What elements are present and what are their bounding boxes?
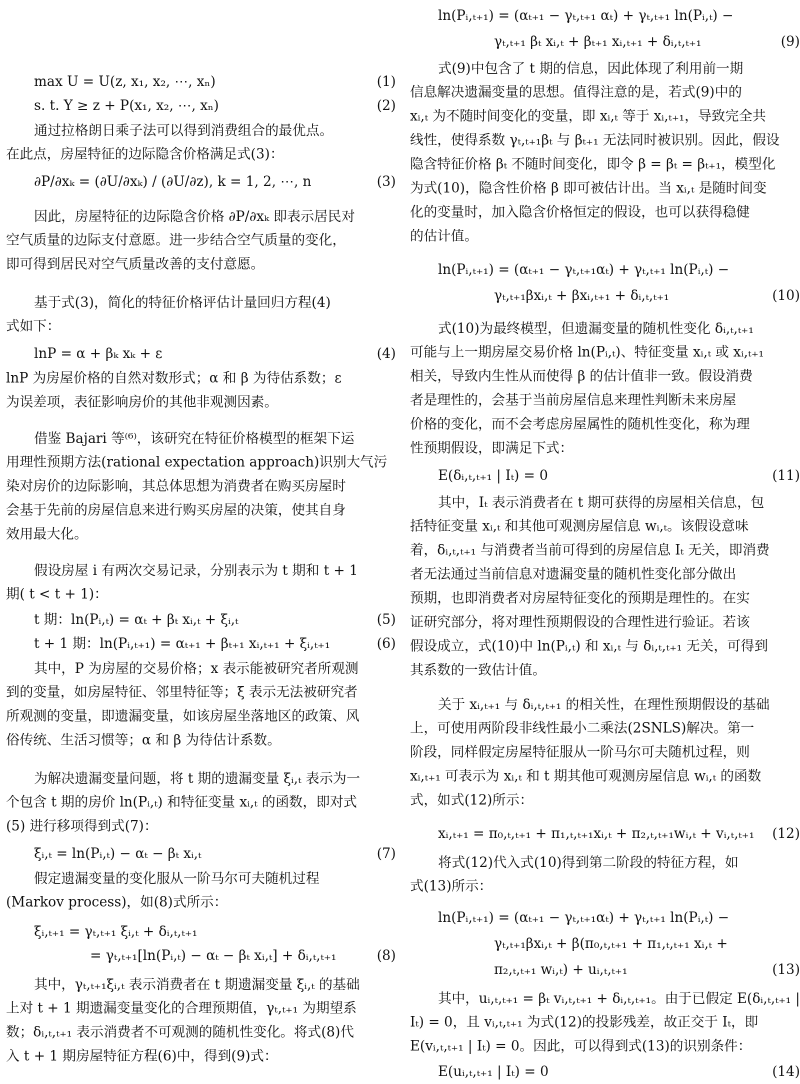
text-line (410, 514, 800, 538)
text-line-content: 空气质量的边际支付意愿。进一步结合空气质量的变化， (6, 232, 346, 249)
equation-line (6, 70, 396, 94)
text-line-content: lnP 为房屋价格的自然对数形式；α 和 β 为待估系数；ε (6, 370, 342, 387)
equation-text: t + 1 期：ln(Pᵢ,ₜ₊₁) = αₜ₊₁ + βₜ₊₁ xᵢ,ₜ₊₁ + ξᵢ,ₜ₊₁ (34, 636, 331, 652)
text-line-content: 隐含特征价格 βₜ 不随时间变化，即令 β = βₜ = βₜ₊₁，模型化 (410, 156, 776, 173)
text-line (6, 450, 396, 474)
equation-text: γₜ,ₜ₊₁βxᵢ,ₜ + β(π₀,ₜ,ₜ₊₁ + π₁,ₜ,ₜ₊₁ xᵢ,ₜ + (494, 936, 728, 952)
text-line-content: 括特征变量 xᵢ,ₜ 和其他可观测房屋信息 wᵢ,ₜ。该假设意味 (410, 518, 749, 535)
text-line (6, 522, 396, 546)
text-line-content: xᵢ,ₜ₊₁ 可表示为 xᵢ,ₜ 和 t 期其他可观测房屋信息 wᵢ,ₜ 的函数 (410, 768, 762, 785)
text-line (6, 814, 396, 838)
equation-text: ln(Pᵢ,ₜ₊₁) = (αₜ₊₁ − γₜ,ₜ₊₁αₜ) + γₜ,ₜ₊₁ ln(Pᵢ,ₜ) − (438, 262, 730, 278)
text-line-content: 其系数的一致估计值。 (410, 662, 546, 679)
text-line (6, 290, 396, 314)
text-line (410, 104, 800, 128)
equation-line (6, 608, 396, 632)
text-line-content: 其中，uᵢ,ₜ,ₜ₊₁ = βₜ vᵢ,ₜ,ₜ₊₁ + δᵢ,ₜ,ₜ₊₁。由于已假定 E(δᵢ,ₜ,ₜ₊₁ | (438, 990, 800, 1007)
text-line-content: 通过拉格朗日乘子法可以得到消费组合的最优点。 (34, 122, 334, 139)
text-line (410, 562, 800, 586)
text-line-content: 将式(12)代入式(10)得到第二阶段的特征方程，如 (438, 854, 739, 871)
text-line (6, 118, 396, 142)
equation-line (410, 932, 800, 956)
text-line (410, 80, 800, 104)
equation-number: (8) (376, 948, 396, 964)
text-line-content: 着，δᵢ,ₜ,ₜ₊₁ 与消费者当前可得到的房屋信息 Iₜ 无关，即消费 (410, 542, 770, 559)
equation-number: (10) (772, 288, 800, 304)
text-line (410, 986, 800, 1010)
text-line-content: 式(13)所示： (410, 878, 493, 895)
text-line (6, 766, 396, 790)
text-line-content: 价格的变化，而不会考虑房屋属性的随机性变化，称为理 (410, 416, 750, 433)
equation-number: (5) (376, 612, 396, 628)
text-line (6, 314, 396, 338)
text-line-content: 关于 xᵢ,ₜ₊₁ 与 δᵢ,ₜ,ₜ₊₁ 的相关性，在理性预期假设的基础 (438, 696, 770, 713)
equation-number: (12) (772, 826, 800, 842)
text-line-content: 信息解决遗漏变量的思想。值得注意的是，若式(9)中的 (410, 84, 742, 101)
equation-number: (7) (376, 846, 396, 862)
text-line (410, 340, 800, 364)
left-column (6, 0, 396, 1084)
text-line-content: 式(9)中包含了 t 期的信息，因此体现了利用前一期 (438, 60, 744, 77)
text-line-content: 为式(10)，隐含性价格 β 即可被估计出。当 xᵢ,ₜ 是随时间变 (410, 180, 767, 197)
text-line-content: 所观测的变量，即遗漏变量，如该房屋坐落地区的政策、风 (6, 708, 360, 725)
equation-text: t 期：ln(Pᵢ,ₜ) = αₜ + βₜ xᵢ,ₜ + ξᵢ,ₜ (34, 612, 239, 628)
equation-number: (2) (376, 98, 396, 114)
text-line (410, 316, 800, 340)
text-line (6, 972, 396, 996)
text-line (410, 364, 800, 388)
equation-line (6, 170, 396, 194)
text-line (410, 128, 800, 152)
text-line (410, 850, 800, 874)
text-line-content: 化的变量时，加入隐含价格恒定的假设，也可以获得稳健 (410, 204, 750, 221)
text-line (410, 1034, 800, 1058)
text-line-content: 借鉴 Bajari 等⁽⁶⁾，该研究在特征价格模型的框架下运 (34, 430, 355, 447)
equation-text: ξᵢ,ₜ = ln(Pᵢ,ₜ) − αₜ − βₜ xᵢ,ₜ (34, 846, 202, 862)
text-line-content: 线性，使得系数 γₜ,ₜ₊₁βₜ 与 βₜ₊₁ 无法同时被识别。因此，假设 (410, 132, 780, 149)
text-line (6, 204, 396, 228)
text-line (410, 200, 800, 224)
equation-number: (9) (780, 34, 800, 50)
equation-text: lnP = α + βₖ xₖ + ε (34, 346, 163, 362)
equation-text: s. t. Y ≥ z + P(x₁, x₂, ⋯, xₙ) (34, 98, 219, 114)
text-line (410, 152, 800, 176)
text-line (410, 788, 800, 812)
text-line-content: (5) 进行移项得到式(7)： (6, 818, 158, 835)
text-line (6, 728, 396, 752)
text-line-content: 期( t < t + 1)： (6, 586, 108, 603)
text-line-content: 相关，导致内生性从而使得 β 的估计值非一致。假设消费 (410, 368, 753, 385)
equation-line (410, 30, 800, 54)
equation-text: max U = U(z, x₁, x₂, ⋯, xₙ) (34, 74, 216, 90)
equation-line (410, 906, 800, 930)
text-line-content: 其中，P 为房屋的交易价格；x 表示能被研究者所观测 (34, 660, 359, 677)
equation-line (6, 342, 396, 366)
equation-text: γₜ,ₜ₊₁ βₜ xᵢ,ₜ + βₜ₊₁ xᵢ,ₜ₊₁ + δᵢ,ₜ,ₜ₊₁ (494, 34, 702, 50)
text-line-content: xᵢ,ₜ 为不随时间变化的变量，即 xᵢ,ₜ 等于 xᵢ,ₜ₊₁，导致完全共 (410, 108, 767, 125)
equation-line (410, 958, 800, 982)
text-line-content: 基于式(3)，简化的特征价格评估计量回归方程(4) (34, 294, 331, 311)
text-line (6, 866, 396, 890)
equation-line (410, 464, 800, 488)
text-line (6, 790, 396, 814)
text-line-content: 证研究部分，将对理性预期假设的合理性进行验证。若该 (410, 614, 750, 631)
text-line (410, 692, 800, 716)
text-line (6, 582, 396, 606)
text-line-content: (Markov process)，如(8)式所示： (6, 894, 228, 911)
equation-line (410, 4, 800, 28)
text-line-content: Iₜ) = 0，且 vᵢ,ₜ,ₜ₊₁ 为式(12)的投影残差，故正交于 Iₜ，即 (410, 1014, 759, 1031)
text-line-content: 者是理性的，会基于当前房屋信息来理性判断未来房屋 (410, 392, 737, 409)
text-line-content: 为解决遗漏变量问题，将 t 期的遗漏变量 ξᵢ,ₜ 表示为一 (34, 770, 361, 787)
text-line-content: 染对房价的边际影响，其总体思想为消费者在购买房屋时 (6, 478, 346, 495)
text-line (6, 474, 396, 498)
text-line (6, 704, 396, 728)
equation-text: ξᵢ,ₜ₊₁ = γₜ,ₜ₊₁ ξᵢ,ₜ + δᵢ,ₜ,ₜ₊₁ (34, 924, 198, 940)
text-line-content: 的估计值。 (410, 228, 478, 245)
text-line-content: 俗传统、生活习惯等；α 和 β 为待估计系数。 (6, 732, 281, 749)
text-line (6, 498, 396, 522)
text-line-content: 式，如式(12)所示： (410, 792, 534, 809)
text-line (6, 1020, 396, 1044)
equation-number: (3) (376, 174, 396, 190)
equation-text: xᵢ,ₜ₊₁ = π₀,ₜ,ₜ₊₁ + π₁,ₜ,ₜ₊₁xᵢ,ₜ + π₂,ₜ,ₜ₊₁wᵢ,ₜ + vᵢ,ₜ,ₜ₊₁ (438, 826, 755, 842)
right-column (410, 0, 800, 1084)
text-line-content: 效用最大化。 (6, 526, 88, 543)
text-line-content: 上，可使用两阶段非线性最小二乘法(2SNLS)解决。第一 (410, 720, 755, 737)
text-line (410, 586, 800, 610)
text-line-content: 可能与上一期房屋交易价格 ln(Pᵢ,ₜ)、特征变量 xᵢ,ₜ 或 xᵢ,ₜ₊₁ (410, 344, 765, 361)
text-line (410, 634, 800, 658)
text-line-content: 到的变量，如房屋特征、邻里特征等；ξ 表示无法被研究者 (6, 684, 358, 701)
text-line-content: 数；δᵢ,ₜ,ₜ₊₁ 表示消费者不可观测的随机性变化。将式(8)代 (6, 1024, 354, 1041)
equation-text: = γₜ,ₜ₊₁[ln(Pᵢ,ₜ) − αₜ − βₜ xᵢ,ₜ] + δᵢ,ₜ,ₜ₊₁ (90, 948, 337, 964)
text-line (6, 1044, 396, 1068)
text-line (6, 228, 396, 252)
text-line (6, 890, 396, 914)
equation-line (6, 842, 396, 866)
text-line-content: 上对 t + 1 期遗漏变量变化的合理预期值，γₜ,ₜ₊₁ 为期望系 (6, 1000, 357, 1017)
text-line (6, 142, 396, 166)
equation-text: π₂,ₜ,ₜ₊₁ wᵢ,ₜ) + uᵢ,ₜ,ₜ₊₁ (494, 962, 628, 978)
text-line-content: 式如下： (6, 318, 61, 335)
text-line-content: 者无法通过当前信息对遗漏变量的随机性变化部分做出 (410, 566, 737, 583)
equation-line (410, 284, 800, 308)
text-line-content: 式(10)为最终模型，但遗漏变量的随机性变化 δᵢ,ₜ,ₜ₊₁ (438, 320, 754, 337)
equation-line (6, 632, 396, 656)
equation-line (410, 258, 800, 282)
equation-line (410, 1060, 800, 1084)
equation-number: (1) (376, 74, 396, 90)
text-line (6, 366, 396, 390)
text-line (410, 716, 800, 740)
equation-text: E(uᵢ,ₜ,ₜ₊₁ | Iₜ) = 0 (438, 1064, 549, 1080)
equation-text: ln(Pᵢ,ₜ₊₁) = (αₜ₊₁ − γₜ,ₜ₊₁ αₜ) + γₜ,ₜ₊₁ ln(Pᵢ,ₜ) − (438, 8, 734, 24)
text-line (410, 490, 800, 514)
text-line-content: 假设成立，式(10)中 ln(Pᵢ,ₜ) 和 xᵢ,ₜ 与 δᵢ,ₜ,ₜ₊₁ 无关，可得到 (410, 638, 768, 655)
equation-number: (4) (376, 346, 396, 362)
equation-number: (13) (772, 962, 800, 978)
text-line-content: 为误差项，表征影响房价的其他非观测因素。 (6, 394, 278, 411)
text-line (6, 680, 396, 704)
equation-number: (14) (772, 1064, 800, 1080)
text-line-content: 预期，也即消费者对房屋特征变化的预期是理性的。在实 (410, 590, 750, 607)
text-line (410, 412, 800, 436)
text-line (410, 610, 800, 634)
text-line (410, 538, 800, 562)
text-line-content: 会基于先前的房屋信息来进行购买房屋的决策，使其自身 (6, 502, 346, 519)
text-line-content: E(vᵢ,ₜ,ₜ₊₁ | Iₜ) = 0。因此，可以得到式(13)的识别条件： (410, 1038, 752, 1055)
equation-number: (11) (772, 468, 800, 484)
text-line (410, 1010, 800, 1034)
equation-text: γₜ,ₜ₊₁βxᵢ,ₜ + βxᵢ,ₜ₊₁ + δᵢ,ₜ,ₜ₊₁ (494, 288, 670, 304)
text-line-content: 阶段，同样假定房屋特征服从一阶马尔可夫随机过程，则 (410, 744, 750, 761)
text-line (410, 436, 800, 460)
text-line-content: 因此，房屋特征的边际隐含价格 ∂P/∂xₖ 即表示居民对 (34, 208, 355, 225)
equation-text: E(δᵢ,ₜ,ₜ₊₁ | Iₜ) = 0 (438, 468, 549, 484)
text-line (410, 874, 800, 898)
text-line-content: 在此点，房屋特征的边际隐含价格满足式(3)： (6, 146, 284, 163)
text-line (410, 176, 800, 200)
equation-line (6, 944, 396, 968)
text-line (410, 388, 800, 412)
text-line (410, 224, 800, 248)
text-line (410, 740, 800, 764)
text-line (6, 252, 396, 276)
text-line-content: 个包含 t 期的房价 ln(Pᵢ,ₜ) 和特征变量 xᵢ,ₜ 的函数，即对式 (6, 794, 358, 811)
equation-text: ∂P/∂xₖ = (∂U/∂xₖ) / (∂U/∂z), k = 1, 2, ⋯, n (34, 174, 312, 190)
text-line-content: 用理性预期方法(rational expectation approach)识别大气污 (6, 454, 388, 471)
text-line-content: 性预期假设，即满足下式： (410, 440, 574, 457)
text-line-content: 假定遗漏变量的变化服从一阶马尔可夫随机过程 (34, 870, 320, 887)
equation-line (6, 94, 396, 118)
text-line-content: 假设房屋 i 有两次交易记录，分别表示为 t 期和 t + 1 (34, 562, 358, 579)
text-line-content: 即可得到居民对空气质量改善的支付意愿。 (6, 256, 265, 273)
text-line (410, 56, 800, 80)
text-line (6, 996, 396, 1020)
equation-number: (6) (376, 636, 396, 652)
text-line-content: 其中，γₜ,ₜ₊₁ξᵢ,ₜ 表示消费者在 t 期遗漏变量 ξᵢ,ₜ 的基础 (34, 976, 360, 993)
equation-line (410, 822, 800, 846)
equation-line (6, 920, 396, 944)
text-line (6, 656, 396, 680)
text-line-content: 入 t + 1 期房屋特征方程(6)中，得到(9)式： (6, 1048, 278, 1065)
text-line (6, 390, 396, 414)
text-line (410, 764, 800, 788)
text-line (6, 558, 396, 582)
equation-text: ln(Pᵢ,ₜ₊₁) = (αₜ₊₁ − γₜ,ₜ₊₁αₜ) + γₜ,ₜ₊₁ ln(Pᵢ,ₜ) − (438, 910, 730, 926)
text-line (410, 658, 800, 682)
text-line (6, 426, 396, 450)
text-line-content: 其中，Iₜ 表示消费者在 t 期可获得的房屋相关信息，包 (438, 494, 765, 511)
